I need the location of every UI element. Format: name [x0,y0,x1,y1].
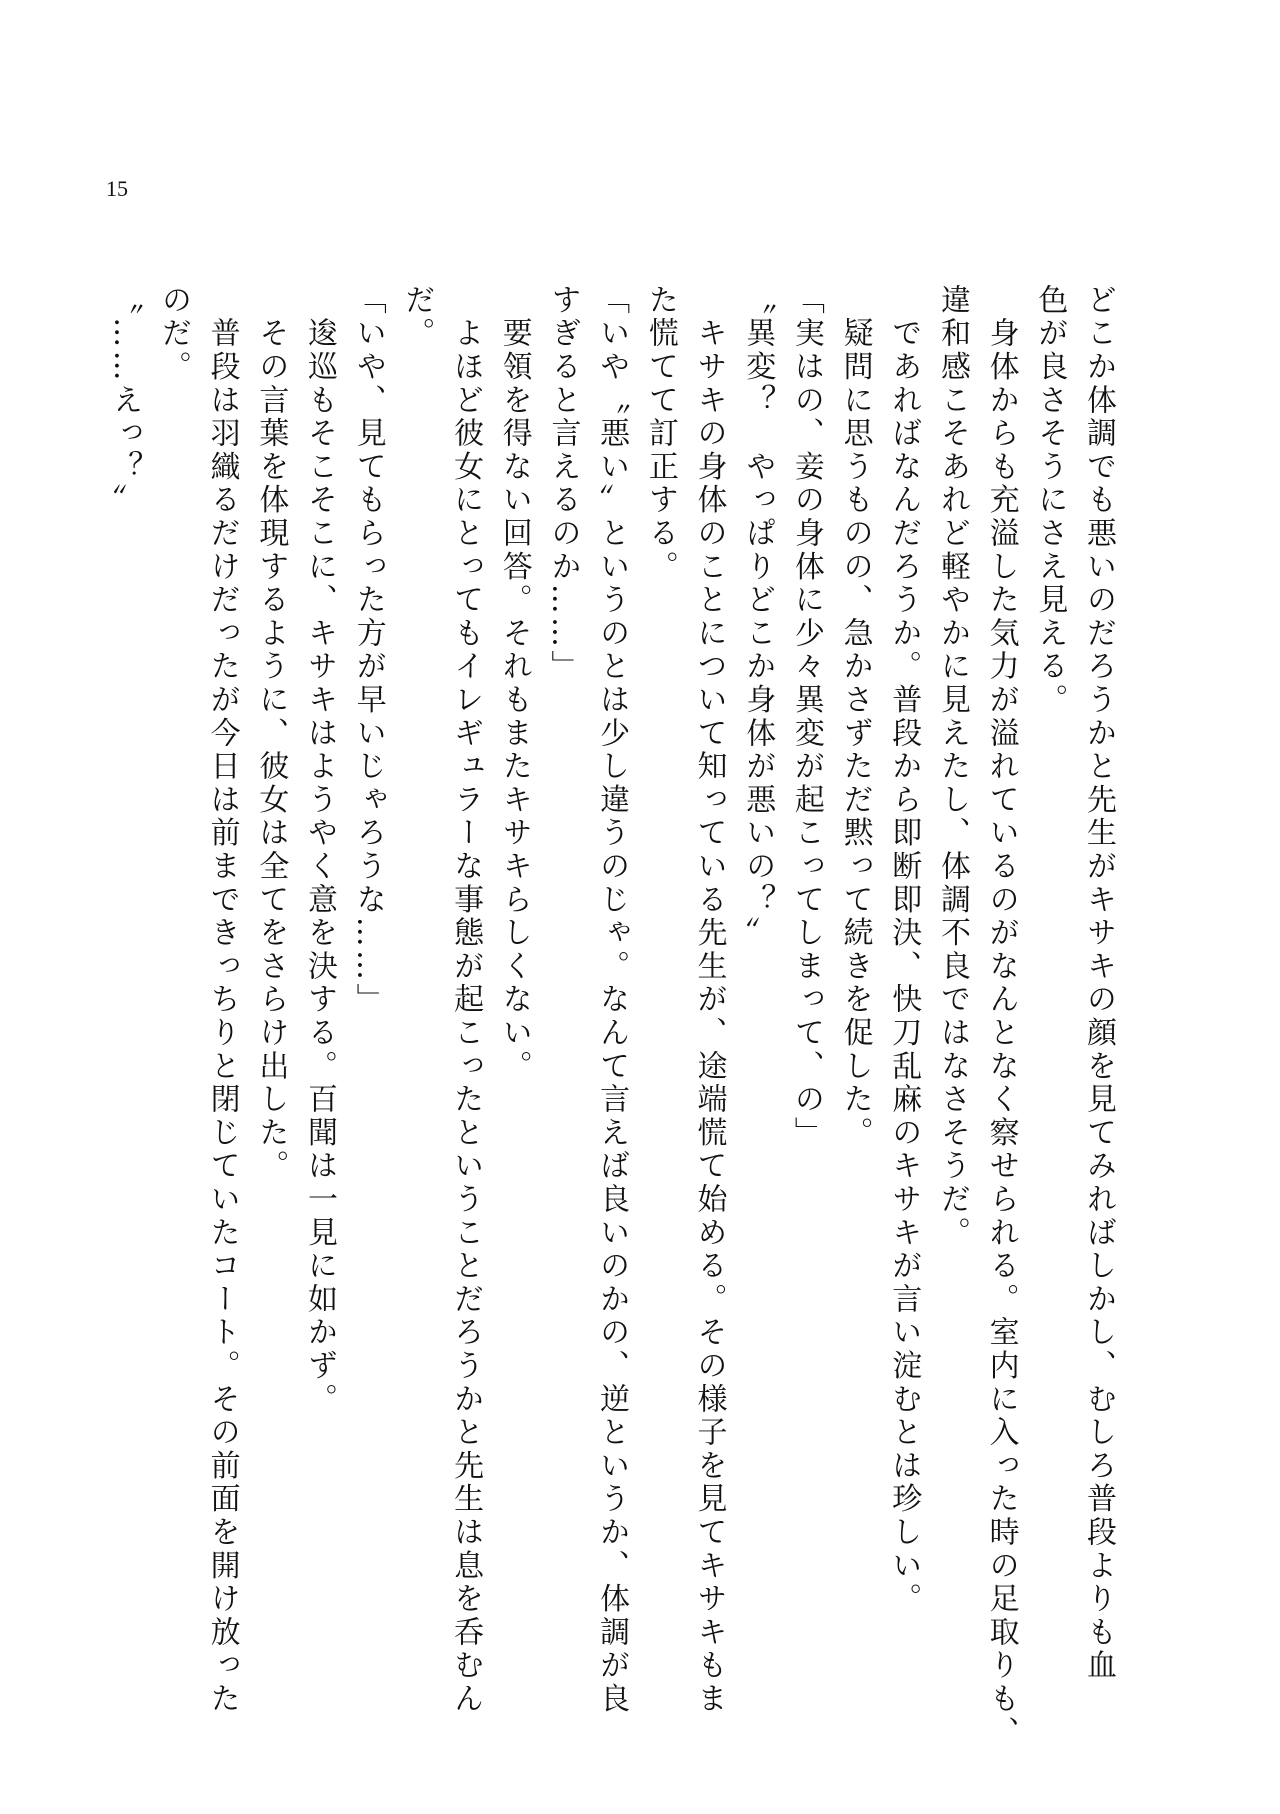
text-line: だ。 [399,284,435,351]
text-line: 普段は羽織るだけだったが今日は前まできっちりと閉じていたコート。その前面を開け放った [204,284,240,1716]
text-line: キサキの身体のことについて知っている先生が、途端慌て始める。その様子を見てキサキもま [691,284,727,1716]
text-line: すぎると言えるのか……」 [545,284,581,684]
text-line: 「いや〝悪い〟というのとは少し違うのじゃ。なんて言えば良いのかの、逆というか、体調が良 [594,284,630,1716]
text-line: 逡巡もそこそこに、キサキはようやく意を決する。百聞は一見に如かず。 [302,284,337,1417]
page-number: 15 [106,176,128,201]
text-line: 要領を得ない回答。それもまたキサキらしくない。 [496,284,532,1084]
body-text [100,284,1122,1750]
text-line: 〝異変？ やっぱりどこか身体が悪いの？〟 [740,284,776,950]
text-line: た慌てて訂正する。 [642,284,678,584]
text-line: 〝……えっ？〟 [107,284,143,518]
text-line: 「実はの、妾の身体に少々異変が起こってしまって、の」 [788,284,824,1150]
text-line: よほど彼女にとってもイレギュラーな事態が起こったということだろうかと先生は息を呑むん [448,284,484,1716]
text-line: であればなんだろうか。普段から即断即決、快刀乱麻のキサキが言い淀むとは珍しい。 [886,284,922,1616]
text-line: 「いや、見てもらった方が早いじゃろうな……」 [350,284,386,1017]
text-line: 身体からも充溢した気力が溢れているのがなんとなく察せられる。室内に入った時の足取りも、 [983,284,1019,1750]
text-line: 色が良さそうにさえ見える。 [1032,284,1068,717]
text-line: 違和感こそあれど軽やかに見えたし、体調不良ではなさそうだ。 [934,284,970,1250]
text-line: どこか体調でも悪いのだろうかと先生がキサキの顔を見てみればしかし、むしろ普段よりも血 [1081,284,1116,1683]
text-line: のだ。 [155,284,191,384]
text-line: 疑問に思うものの、急かさずただ黙って続きを促した。 [837,284,873,1150]
text-line: その言葉を体現するように、彼女は全てをさらけ出した。 [253,284,289,1184]
